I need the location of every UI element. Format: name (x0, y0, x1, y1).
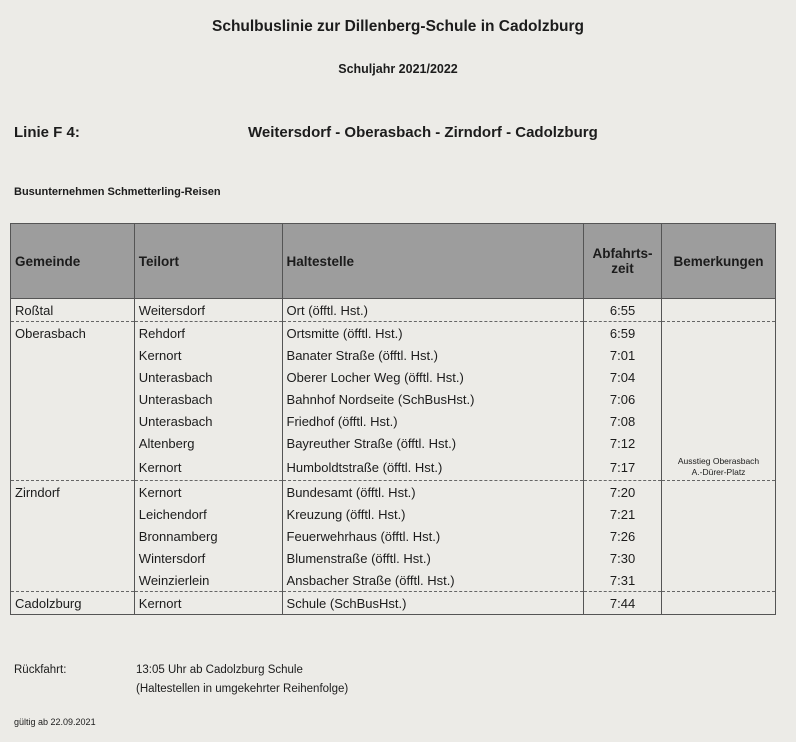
cell-teilort: Kernort (134, 344, 282, 366)
cell-bemerkung (662, 299, 776, 322)
cell-gemeinde: Cadolzburg (11, 592, 135, 615)
header-bemerkungen: Bemerkungen (662, 224, 776, 299)
cell-abfahrtszeit: 7:26 (584, 525, 662, 547)
cell-abfahrtszeit: 7:30 (584, 547, 662, 569)
cell-abfahrtszeit: 7:01 (584, 344, 662, 366)
cell-abfahrtszeit: 7:20 (584, 481, 662, 504)
cell-haltestelle: Bundesamt (öfftl. Hst.) (282, 481, 584, 504)
cell-abfahrtszeit: 6:59 (584, 322, 662, 345)
cell-haltestelle: Banater Straße (öfftl. Hst.) (282, 344, 584, 366)
cell-gemeinde (11, 344, 135, 366)
cell-haltestelle: Ortsmitte (öfftl. Hst.) (282, 322, 584, 345)
remark-text (666, 456, 771, 478)
route-description: Weitersdorf - Oberasbach - Zirndorf - Cadolzburg (248, 124, 598, 141)
cell-haltestelle: Oberer Locher Weg (öfftl. Hst.) (282, 366, 584, 388)
cell-bemerkung (662, 547, 776, 569)
table-row (11, 366, 776, 388)
cell-gemeinde: Roßtal (11, 299, 135, 322)
table-header-row (11, 224, 776, 299)
cell-bemerkung (662, 525, 776, 547)
line-label: Linie F 4: (14, 124, 80, 141)
cell-teilort: Unterasbach (134, 366, 282, 388)
return-trip-time: 13:05 Uhr ab Cadolzburg Schule (136, 664, 303, 676)
table-row (11, 592, 776, 615)
cell-gemeinde (11, 547, 135, 569)
cell-gemeinde (11, 503, 135, 525)
timetable (10, 223, 776, 615)
cell-teilort: Bronnamberg (134, 525, 282, 547)
table-row (11, 547, 776, 569)
cell-teilort: Weitersdorf (134, 299, 282, 322)
cell-haltestelle: Bahnhof Nordseite (SchBusHst.) (282, 388, 584, 410)
header-gemeinde: Gemeinde (11, 224, 135, 299)
cell-teilort: Unterasbach (134, 410, 282, 432)
cell-abfahrtszeit: 7:31 (584, 569, 662, 592)
cell-haltestelle: Blumenstraße (öfftl. Hst.) (282, 547, 584, 569)
cell-haltestelle: Schule (SchBusHst.) (282, 592, 584, 615)
table-row (11, 569, 776, 592)
cell-haltestelle: Kreuzung (öfftl. Hst.) (282, 503, 584, 525)
cell-abfahrtszeit: 7:08 (584, 410, 662, 432)
cell-teilort: Rehdorf (134, 322, 282, 345)
cell-gemeinde (11, 525, 135, 547)
cell-bemerkung (662, 432, 776, 454)
cell-teilort: Wintersdorf (134, 547, 282, 569)
cell-haltestelle: Ansbacher Straße (öfftl. Hst.) (282, 569, 584, 592)
cell-abfahrtszeit: 7:06 (584, 388, 662, 410)
cell-abfahrtszeit: 7:12 (584, 432, 662, 454)
cell-gemeinde (11, 432, 135, 454)
header-haltestelle: Haltestelle (282, 224, 584, 299)
return-trip-label: Rückfahrt: (14, 664, 67, 676)
cell-bemerkung (662, 322, 776, 345)
cell-abfahrtszeit: 6:55 (584, 299, 662, 322)
cell-bemerkung (662, 481, 776, 504)
document-title: Schulbuslinie zur Dillenberg-Schule in Cadolzburg (211, 18, 585, 35)
cell-teilort: Altenberg (134, 432, 282, 454)
table-row (11, 432, 776, 454)
cell-teilort: Leichendorf (134, 503, 282, 525)
remark-line2: A.-Dürer-Platz (691, 467, 746, 477)
cell-gemeinde (11, 569, 135, 592)
cell-bemerkung (662, 410, 776, 432)
remark-line1: Ausstieg Oberasbach (677, 456, 760, 466)
header-abfahrtszeit (584, 224, 662, 299)
table-row (11, 410, 776, 432)
cell-haltestelle: Feuerwehrhaus (öfftl. Hst.) (282, 525, 584, 547)
cell-bemerkung (662, 366, 776, 388)
table-row (11, 322, 776, 345)
header-abfahrtszeit-line2: zeit (611, 261, 634, 276)
table-row (11, 388, 776, 410)
cell-haltestelle: Humboldtstraße (öfftl. Hst.) (282, 454, 584, 481)
bus-company: Busunternehmen Schmetterling-Reisen (14, 186, 221, 198)
cell-bemerkung (662, 569, 776, 592)
cell-gemeinde (11, 388, 135, 410)
cell-gemeinde (11, 454, 135, 481)
return-trip-note: (Haltestellen in umgekehrter Reihenfolge) (136, 683, 349, 695)
cell-bemerkung (662, 454, 776, 481)
cell-bemerkung (662, 592, 776, 615)
cell-gemeinde (11, 410, 135, 432)
table-row (11, 299, 776, 322)
cell-abfahrtszeit: 7:04 (584, 366, 662, 388)
school-year: Schuljahr 2021/2022 (338, 62, 458, 76)
cell-haltestelle: Bayreuther Straße (öfftl. Hst.) (282, 432, 584, 454)
table-row (11, 344, 776, 366)
header-teilort: Teilort (134, 224, 282, 299)
header-abfahrtszeit-line1: Abfahrts- (592, 246, 653, 261)
cell-teilort: Unterasbach (134, 388, 282, 410)
cell-abfahrtszeit: 7:17 (584, 454, 662, 481)
cell-gemeinde: Zirndorf (11, 481, 135, 504)
cell-gemeinde: Oberasbach (11, 322, 135, 345)
valid-from: gültig ab 22.09.2021 (14, 717, 96, 727)
cell-haltestelle: Friedhof (öfftl. Hst.) (282, 410, 584, 432)
cell-teilort: Weinzierlein (134, 569, 282, 592)
cell-abfahrtszeit: 7:44 (584, 592, 662, 615)
cell-abfahrtszeit: 7:21 (584, 503, 662, 525)
cell-bemerkung (662, 344, 776, 366)
cell-teilort: Kernort (134, 481, 282, 504)
cell-teilort: Kernort (134, 592, 282, 615)
cell-gemeinde (11, 366, 135, 388)
cell-bemerkung (662, 503, 776, 525)
table-row (11, 454, 776, 481)
table-row (11, 481, 776, 504)
table-row (11, 503, 776, 525)
cell-haltestelle: Ort (öfftl. Hst.) (282, 299, 584, 322)
cell-teilort: Kernort (134, 454, 282, 481)
cell-bemerkung (662, 388, 776, 410)
table-row (11, 525, 776, 547)
